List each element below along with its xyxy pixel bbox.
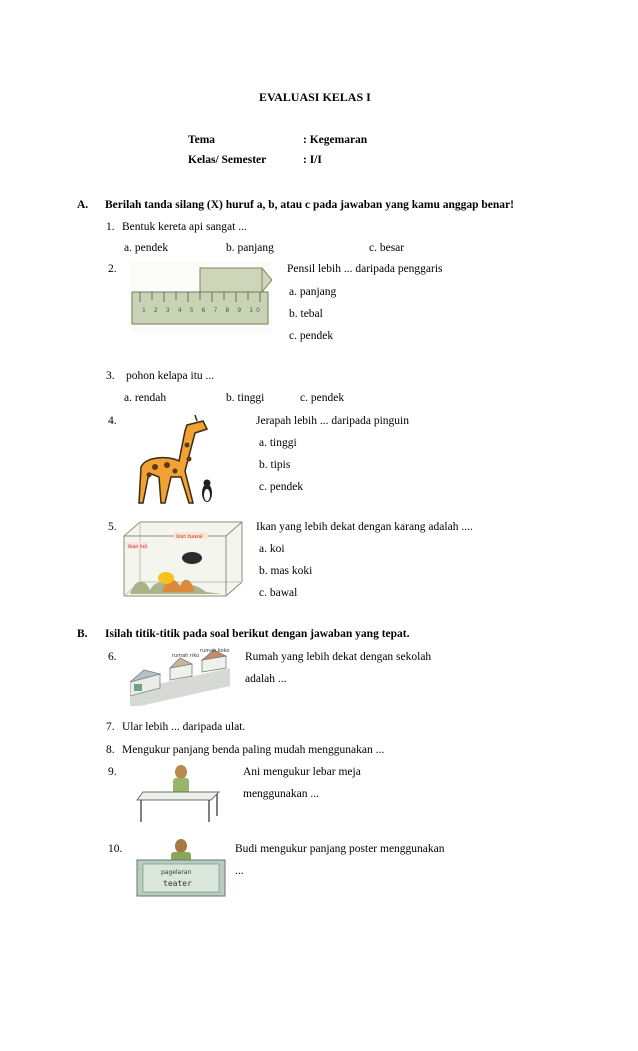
ruler-marks: 1 2 3 4 5 6 7 8 9 10 xyxy=(142,307,260,314)
q9-line-2: menggunakan ... xyxy=(243,788,320,800)
q6-line-2: adalah ... xyxy=(245,673,287,685)
q2-number: 2. xyxy=(108,263,117,275)
meta-value-theme: : Kegemaran xyxy=(303,134,368,146)
aquarium-label-bawal: ikan bawal xyxy=(176,534,203,540)
q10-line-2: ... xyxy=(235,865,244,877)
q7-number: 7. xyxy=(106,721,115,733)
q6-number: 6. xyxy=(108,651,117,663)
q6-line-1: Rumah yang lebih dekat dengan sekolah xyxy=(245,651,432,663)
q10-number: 10. xyxy=(108,843,123,855)
meta-label-theme: Tema xyxy=(188,134,216,146)
q3-option-b: b. tinggi xyxy=(226,392,265,404)
q3-text: pohon kelapa itu ... xyxy=(126,370,215,382)
girl-measuring-table-illustration xyxy=(135,764,227,822)
poster-line-1: pagelaran xyxy=(161,869,192,876)
q2-option-b: b. tebal xyxy=(289,308,323,320)
q2-option-a: a. panjang xyxy=(289,286,337,298)
q1-text: Bentuk kereta api sangat ... xyxy=(122,221,247,233)
boy-poster-illustration xyxy=(133,838,229,900)
q5-option-c: c. bawal xyxy=(259,587,298,599)
q9-number: 9. xyxy=(108,766,117,778)
q1-number: 1. xyxy=(106,221,115,233)
q10-line-1: Budi mengukur panjang poster menggunakan xyxy=(235,843,445,855)
meta-label-class: Kelas/ Semester xyxy=(188,154,267,166)
q2-option-c: c. pendek xyxy=(289,330,334,342)
q9-line-1: Ani mengukur lebar meja xyxy=(243,766,361,778)
house-label-riko: rumah riko xyxy=(172,653,200,659)
aquarium-illustration xyxy=(122,520,244,598)
q8-text: Mengukur panjang benda paling mudah menggunakan ... xyxy=(122,744,385,756)
section-b-letter: B. xyxy=(77,628,88,640)
q5-number: 5. xyxy=(108,521,117,533)
poster-line-2: teater xyxy=(163,879,192,888)
q4-number: 4. xyxy=(108,415,117,427)
section-a-letter: A. xyxy=(77,199,89,211)
pencil-ruler-illustration xyxy=(130,262,272,334)
q3-option-a: a. rendah xyxy=(124,392,167,404)
q4-text: Jerapah lebih ... daripada pinguin xyxy=(256,415,409,427)
houses-illustration xyxy=(130,646,230,706)
section-a-instruction: Berilah tanda silang (X) huruf a, b, atau c pada jawaban yang kamu anggap benar! xyxy=(105,199,514,211)
q4-option-c: c. pendek xyxy=(259,481,304,493)
q8-number: 8. xyxy=(106,744,115,756)
q1-option-c: c. besar xyxy=(369,242,405,254)
q4-option-a: a. tinggi xyxy=(259,437,297,449)
q5-text: Ikan yang lebih dekat dengan karang adalah .... xyxy=(256,521,473,533)
q7-text: Ular lebih ... daripada ulat. xyxy=(122,721,246,733)
q3-option-c: c. pendek xyxy=(300,392,345,404)
section-b-instruction: Isilah titik-titik pada soal berikut dengan jawaban yang tepat. xyxy=(105,628,410,640)
q5-option-b: b. mas koki xyxy=(259,565,313,577)
q4-option-b: b. tipis xyxy=(259,459,291,471)
q5-option-a: a. koi xyxy=(259,543,285,555)
q2-text: Pensil lebih ... daripada penggaris xyxy=(287,263,443,275)
aquarium-label-koi: ikan koi xyxy=(128,544,148,550)
page-title: EVALUASI KELAS I xyxy=(259,90,371,104)
house-label-koko: rumah koko xyxy=(200,648,230,654)
q1-option-a: a. pendek xyxy=(124,242,169,254)
q3-number: 3. xyxy=(106,370,115,382)
giraffe-penguin-illustration xyxy=(135,415,227,507)
q1-option-b: b. panjang xyxy=(226,242,274,254)
meta-value-class: : I/I xyxy=(303,154,322,166)
